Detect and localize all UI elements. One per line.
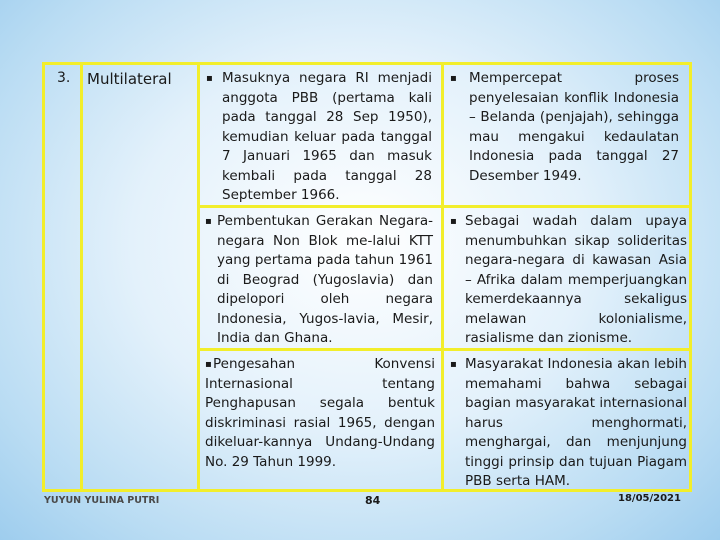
bottom-border [42, 489, 197, 492]
footer-author: YUYUN YULINA PUTRI [44, 495, 160, 506]
event-text-3: Pengesahan Konvensi Internasional tentang Penghapusan segala bentuk diskriminasi rasial 1965, dengan dikeluar-kannya Undang-Undang No. 29 Tahun 1999. [205, 356, 435, 470]
event-cell-3 [197, 348, 444, 492]
impact-text-2: Sebagai wadah dalam upaya menumbuhkan sikap solideritas negara-negara di kawasan Asia – Afrika dalam memperjuangkan kemerdekaannya sekaligus melawan kolonialisme, rasialisme dan zionisme. [465, 213, 687, 346]
column-divider [80, 62, 83, 490]
bullet-icon: ▪ [205, 216, 212, 227]
footer-page-number: 84 [365, 494, 381, 507]
event-text-1: Masuknya negara RI menjadi anggota PBB (pertama kali pada tanggal 28 Sep 1950), kemudian keluar pada tanggal 7 Januari 1965 dan masuk kembali pada tanggal 28 September 1966. [222, 70, 432, 203]
event-text-2: Pembentukan Gerakan Negara-negara Non Blok me-lalui KTT yang pertama pada tahun 1961 di Beograd (Yugoslavia) dan dipelopori oleh negara Indonesia, Yugos-lavia, Mesir, India dan Ghana. [217, 213, 433, 346]
impact-cell-3 [441, 348, 692, 492]
bullet-icon: ▪ [450, 73, 457, 84]
impact-cell-1 [441, 62, 692, 208]
bullet-icon: ▪ [205, 359, 212, 370]
footer-date: 18/05/2021 [618, 493, 681, 504]
top-border [42, 62, 197, 65]
impact-text-3: Masyarakat Indonesia akan lebih memahami bahwa sebagai bagian masyarakat internasional harus menghormati, menghargai, dan menjunjung tinggi prinsip dan tujuan Piagam PBB serta HAM. [465, 356, 687, 489]
event-cell-1 [197, 62, 444, 208]
impact-cell-2 [441, 205, 692, 351]
bullet-icon: ▪ [206, 73, 213, 84]
left-border [42, 62, 45, 492]
bullet-icon: ▪ [450, 359, 457, 370]
impact-text-1: Mempercepat proses penyelesaian konflik Indonesia – Belanda (penjajah), sehingga mau mengakui kedaulatan Indonesia pada tanggal 27 Desember 1949. [469, 70, 679, 184]
row-category: Multilateral [87, 70, 172, 88]
row-number: 3. [57, 70, 71, 86]
event-cell-2 [197, 205, 444, 351]
bullet-icon: ▪ [450, 216, 457, 227]
